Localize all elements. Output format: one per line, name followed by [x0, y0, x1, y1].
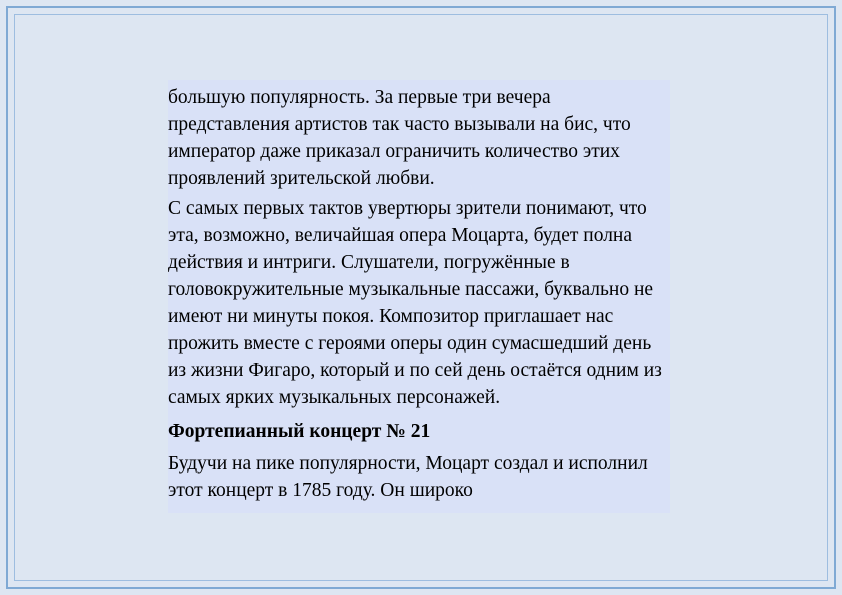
paragraph-heading: Фортепианный концерт № 21 [168, 421, 431, 442]
paragraph-2: С самых первых тактов увертюры зрители понимают, что эта, возможно, величайшая опера Моцарта, будет полна действия и интриги. Слушатели, погружённые в головокружительные музыкальные пассажи, буквально не имеют ни минуты покоя. Композитор приглашает нас прожить вместе с героями оперы один сумасшедший день из жизни Фигаро, который и по сей день остаётся одним из самых ярких музыкальных персонажей. [168, 198, 662, 408]
paragraph-3: Будучи на пике популярности, Моцарт создал и исполнил этот концерт в 1785 году. Он широко [168, 453, 648, 501]
slide-text-block [168, 80, 670, 513]
paragraph-1: большую популярность. За первые три вечера представления артистов так часто вызывали на бис, что император даже приказал ограничить количество этих проявлений зрительской любви. [168, 87, 631, 189]
